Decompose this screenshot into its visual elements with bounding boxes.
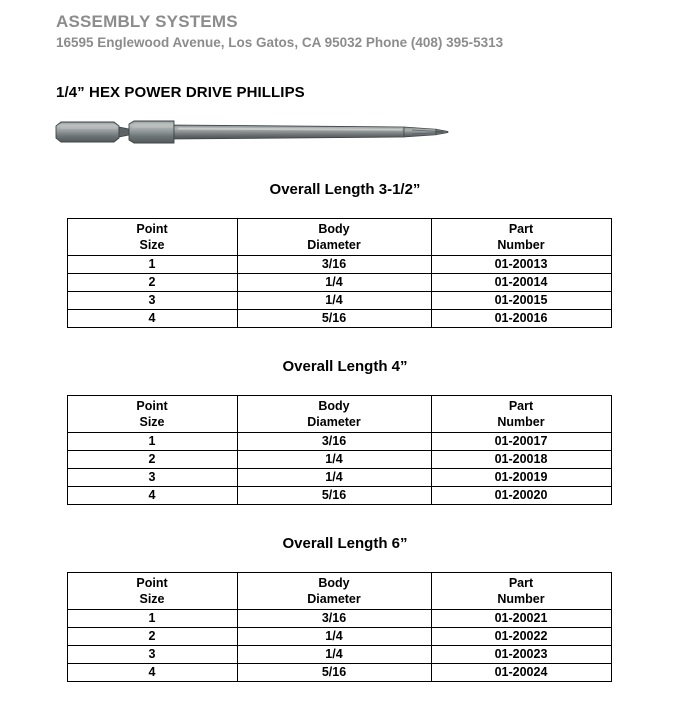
company-name: ASSEMBLY SYSTEMS <box>56 12 238 31</box>
body-diameter-line-1: Body <box>318 576 350 590</box>
cell-point-size: 4 <box>67 487 237 505</box>
product-photo <box>52 112 452 156</box>
point-size-line-2: Size <box>139 238 165 252</box>
cell-part-number: 01-20019 <box>431 469 611 487</box>
cell-part-number: 01-20022 <box>431 628 611 646</box>
cell-point-size: 3 <box>67 646 237 664</box>
table-row <box>67 664 611 682</box>
table-row <box>67 487 611 505</box>
section-heading: Overall Length 6” <box>282 535 408 552</box>
point-size-line-2: Size <box>139 415 165 429</box>
cell-body-diameter: 5/16 <box>237 664 431 682</box>
table-row <box>67 469 611 487</box>
table-row <box>67 451 611 469</box>
part-number-line-2: Number <box>497 238 545 252</box>
cell-part-number: 01-20017 <box>431 433 611 451</box>
cell-part-number: 01-20013 <box>431 256 611 274</box>
table-row <box>67 610 611 628</box>
cell-point-size: 3 <box>67 292 237 310</box>
company-header <box>56 12 656 52</box>
cell-body-diameter: 3/16 <box>237 610 431 628</box>
cell-body-diameter: 1/4 <box>237 628 431 646</box>
body-diameter-line-2: Diameter <box>307 415 361 429</box>
table-row <box>67 256 611 274</box>
body-diameter-line-1: Body <box>318 399 350 413</box>
column-header-body-diameter <box>237 396 431 433</box>
cell-part-number: 01-20015 <box>431 292 611 310</box>
column-header-body-diameter <box>237 219 431 256</box>
cell-point-size: 2 <box>67 451 237 469</box>
table-row <box>67 292 611 310</box>
length-section <box>0 180 678 328</box>
part-number-line-2: Number <box>497 592 545 606</box>
part-number-line-1: Part <box>508 399 534 413</box>
length-section <box>0 357 678 505</box>
part-number-line-1: Part <box>508 222 534 236</box>
cell-part-number: 01-20014 <box>431 274 611 292</box>
table-header-row <box>67 573 611 610</box>
cell-part-number: 01-20020 <box>431 487 611 505</box>
cell-part-number: 01-20016 <box>431 310 611 328</box>
cell-body-diameter: 5/16 <box>237 487 431 505</box>
table-row <box>67 646 611 664</box>
section-heading: Overall Length 4” <box>282 358 408 375</box>
part-number-line-2: Number <box>497 415 545 429</box>
page-title: 1/4” HEX POWER DRIVE PHILLIPS <box>56 84 305 101</box>
spec-table <box>67 572 612 682</box>
point-size-line-1: Point <box>136 576 168 590</box>
column-header-body-diameter <box>237 573 431 610</box>
cell-point-size: 1 <box>67 256 237 274</box>
cell-point-size: 2 <box>67 628 237 646</box>
column-header-point-size <box>67 396 237 433</box>
body-diameter-line-1: Body <box>318 222 350 236</box>
cell-part-number: 01-20021 <box>431 610 611 628</box>
table-row <box>67 274 611 292</box>
cell-body-diameter: 1/4 <box>237 469 431 487</box>
column-header-point-size <box>67 219 237 256</box>
spec-table <box>67 218 612 328</box>
company-address: 16595 Englewood Avenue, Los Gatos, CA 95032 Phone (408) 395-5313 <box>56 35 504 50</box>
cell-body-diameter: 5/16 <box>237 310 431 328</box>
spec-table <box>67 395 612 505</box>
column-header-part-number <box>431 396 611 433</box>
cell-body-diameter: 3/16 <box>237 256 431 274</box>
table-row <box>67 433 611 451</box>
cell-body-diameter: 1/4 <box>237 451 431 469</box>
cell-body-diameter: 1/4 <box>237 646 431 664</box>
table-header-row <box>67 219 611 256</box>
point-size-line-1: Point <box>136 222 168 236</box>
cell-body-diameter: 1/4 <box>237 274 431 292</box>
body-diameter-line-2: Diameter <box>307 238 361 252</box>
length-section <box>0 534 678 682</box>
table-row <box>67 310 611 328</box>
cell-point-size: 4 <box>67 310 237 328</box>
table-row <box>67 628 611 646</box>
point-size-line-1: Point <box>136 399 168 413</box>
column-header-part-number <box>431 573 611 610</box>
column-header-point-size <box>67 573 237 610</box>
section-heading: Overall Length 3-1/2” <box>269 181 421 198</box>
cell-point-size: 4 <box>67 664 237 682</box>
body-diameter-line-2: Diameter <box>307 592 361 606</box>
cell-body-diameter: 1/4 <box>237 292 431 310</box>
part-number-line-1: Part <box>508 576 534 590</box>
cell-point-size: 1 <box>67 610 237 628</box>
table-header-row <box>67 396 611 433</box>
hex-power-drive-phillips-bit-icon <box>52 112 452 156</box>
cell-body-diameter: 3/16 <box>237 433 431 451</box>
cell-part-number: 01-20018 <box>431 451 611 469</box>
cell-part-number: 01-20023 <box>431 646 611 664</box>
column-header-part-number <box>431 219 611 256</box>
cell-point-size: 3 <box>67 469 237 487</box>
point-size-line-2: Size <box>139 592 165 606</box>
cell-point-size: 1 <box>67 433 237 451</box>
cell-point-size: 2 <box>67 274 237 292</box>
cell-part-number: 01-20024 <box>431 664 611 682</box>
